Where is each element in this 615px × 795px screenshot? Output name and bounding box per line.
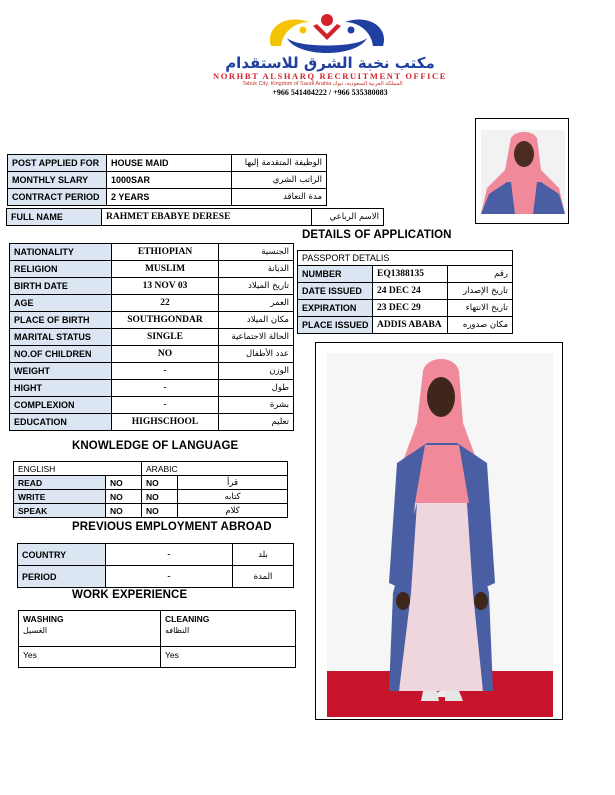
table-row (10, 295, 294, 312)
personal-value: 22 (112, 295, 219, 312)
personal-label: WEIGHT (10, 363, 112, 380)
passport-arabic: مكان صدوره (448, 317, 513, 334)
table-row (18, 544, 294, 566)
personal-value: SOUTHGONDAR (112, 312, 219, 329)
personal-value: ETHIOPIAN (112, 244, 219, 261)
passport-label: NUMBER (298, 266, 373, 283)
full-name-value: RAHMET EBABYE DERESE (102, 209, 312, 226)
table-row (298, 317, 513, 334)
language-col-arabic: ARABIC (142, 462, 288, 476)
work-skill-label: CLEANING (165, 614, 210, 624)
work-skill-arabic: النظافه (165, 626, 190, 635)
work-skill-value: Yes (19, 647, 161, 668)
personal-arabic: عدد الأطفال (219, 346, 294, 363)
work-skill-arabic: الغسيل (23, 626, 48, 635)
personal-label: BIRTH DATE (10, 278, 112, 295)
personal-value: - (112, 397, 219, 414)
details-heading: DETAILS OF APPLICATION (302, 229, 452, 241)
personal-value: 13 NOV 03 (112, 278, 219, 295)
table-row (14, 476, 288, 490)
work-skill-cleaning (161, 611, 296, 647)
full-name-label: FULL NAME (7, 209, 102, 226)
language-english: NO (106, 490, 142, 504)
job-value: 1000SAR (107, 172, 232, 189)
passport-label: PLACE ISSUED (298, 317, 373, 334)
passport-label: DATE ISSUED (298, 283, 373, 300)
job-label: CONTRACT PERIOD (8, 189, 107, 206)
table-row (8, 172, 327, 189)
personal-label: NO.OF CHILDREN (10, 346, 112, 363)
full-body-photo-frame (315, 342, 563, 720)
table-row (8, 189, 327, 206)
table-row (14, 490, 288, 504)
personal-value: HIGHSCHOOL (112, 414, 219, 431)
employment-heading: PREVIOUS EMPLOYMENT ABROAD (72, 521, 272, 533)
personal-arabic: الحالة الاجتماعية (219, 329, 294, 346)
employment-label: PERIOD (18, 566, 106, 588)
table-row (10, 278, 294, 295)
job-value: 2 YEARS (107, 189, 232, 206)
work-table (18, 610, 296, 668)
employment-arabic: بلد (233, 544, 294, 566)
personal-label: PLACE OF BIRTH (10, 312, 112, 329)
logo-arabic-name: مكتب نخبة الشرق للاستقدام (225, 54, 435, 72)
table-row (14, 504, 288, 518)
logo-english-name: NORHBT ALSHARQ RECRUITMENT OFFICE (212, 71, 448, 81)
table-row (19, 647, 296, 668)
personal-arabic: الوزن (219, 363, 294, 380)
employment-label: COUNTRY (18, 544, 106, 566)
table-row (10, 346, 294, 363)
job-table (7, 154, 327, 206)
personal-arabic: الجنسية (219, 244, 294, 261)
employment-value: - (106, 566, 233, 588)
agency-logo (205, 8, 455, 96)
work-skill-washing (19, 611, 161, 647)
passport-arabic: تاريخ الانتهاء (448, 300, 513, 317)
job-arabic: الراتب الشري (232, 172, 327, 189)
personal-table (9, 243, 294, 431)
personal-arabic: تعليم (219, 414, 294, 431)
passport-value: ADDIS ABABA (373, 317, 448, 334)
language-table (13, 461, 288, 518)
employment-arabic: المدة (233, 566, 294, 588)
language-arabic: NO (142, 504, 178, 518)
language-arabic: NO (142, 476, 178, 490)
personal-arabic: بشرة (219, 397, 294, 414)
language-english: NO (106, 476, 142, 490)
passport-value: 23 DEC 29 (373, 300, 448, 317)
job-arabic: الوظيفة المتقدمة إليها (232, 155, 327, 172)
table-row (10, 380, 294, 397)
personal-label: HIGHT (10, 380, 112, 397)
logo-phones: +966 541404222 / +966 535380083 (272, 88, 388, 97)
work-skill-value: Yes (161, 647, 296, 668)
employment-value: - (106, 544, 233, 566)
language-english: NO (106, 504, 142, 518)
language-heading: KNOWLEDGE OF LANGUAGE (72, 440, 239, 452)
personal-value: NO (112, 346, 219, 363)
personal-value: SINGLE (112, 329, 219, 346)
personal-label: NATIONALITY (10, 244, 112, 261)
personal-value: - (112, 363, 219, 380)
work-heading: WORK EXPERIENCE (72, 589, 188, 601)
job-value: HOUSE MAID (107, 155, 232, 172)
table-row (7, 209, 384, 226)
job-label: POST APPLIED FOR (8, 155, 107, 172)
personal-label: COMPLEXION (10, 397, 112, 414)
passport-arabic: تاريخ الإصدار (448, 283, 513, 300)
table-row (10, 244, 294, 261)
table-row (18, 566, 294, 588)
table-row (298, 283, 513, 300)
logo-address: Tabuk City, Kingdom of Saudi Arabia المملكة العربية السعودية، تبوك (242, 81, 403, 87)
table-row (10, 261, 294, 278)
personal-arabic: الديانة (219, 261, 294, 278)
personal-arabic: طول (219, 380, 294, 397)
passport-photo-frame (475, 118, 569, 224)
table-row (298, 266, 513, 283)
employment-table (17, 543, 294, 588)
personal-arabic: تاريخ الميلاد (219, 278, 294, 295)
full-name-arabic: الاسم الرباعي (312, 209, 384, 226)
full-body-photo (327, 353, 553, 717)
passport-label: EXPIRATION (298, 300, 373, 317)
full-name-table (6, 208, 384, 226)
personal-value: - (112, 380, 219, 397)
job-arabic: مدة التعاقد (232, 189, 327, 206)
language-skill-arabic: قرأ (178, 476, 288, 490)
personal-label: RELIGION (10, 261, 112, 278)
personal-arabic: العمر (219, 295, 294, 312)
passport-title: PASSPORT DETALIS (298, 251, 513, 266)
personal-label: EDUCATION (10, 414, 112, 431)
personal-label: AGE (10, 295, 112, 312)
table-row (10, 414, 294, 431)
table-row (10, 329, 294, 346)
table-row (10, 363, 294, 380)
personal-label: MARITAL STATUS (10, 329, 112, 346)
language-col-english: ENGLISH (14, 462, 142, 476)
passport-arabic: رقم (448, 266, 513, 283)
personal-arabic: مكان الميلاد (219, 312, 294, 329)
language-skill: READ (14, 476, 106, 490)
logo-emblem-icon (257, 8, 397, 60)
table-row (19, 611, 296, 647)
language-skill: WRITE (14, 490, 106, 504)
work-skill-label: WASHING (23, 614, 64, 624)
personal-value: MUSLIM (112, 261, 219, 278)
passport-photo (481, 130, 565, 214)
table-row (298, 251, 513, 266)
table-row (10, 312, 294, 329)
table-row (14, 462, 288, 476)
passport-table (297, 250, 513, 334)
job-label: MONTHLY SLARY (8, 172, 107, 189)
language-skill-arabic: كتابه (178, 490, 288, 504)
language-arabic: NO (142, 490, 178, 504)
table-row (298, 300, 513, 317)
passport-value: 24 DEC 24 (373, 283, 448, 300)
language-skill: SPEAK (14, 504, 106, 518)
passport-value: EQ1388135 (373, 266, 448, 283)
table-row (8, 155, 327, 172)
table-row (10, 397, 294, 414)
language-skill-arabic: كلام (178, 504, 288, 518)
